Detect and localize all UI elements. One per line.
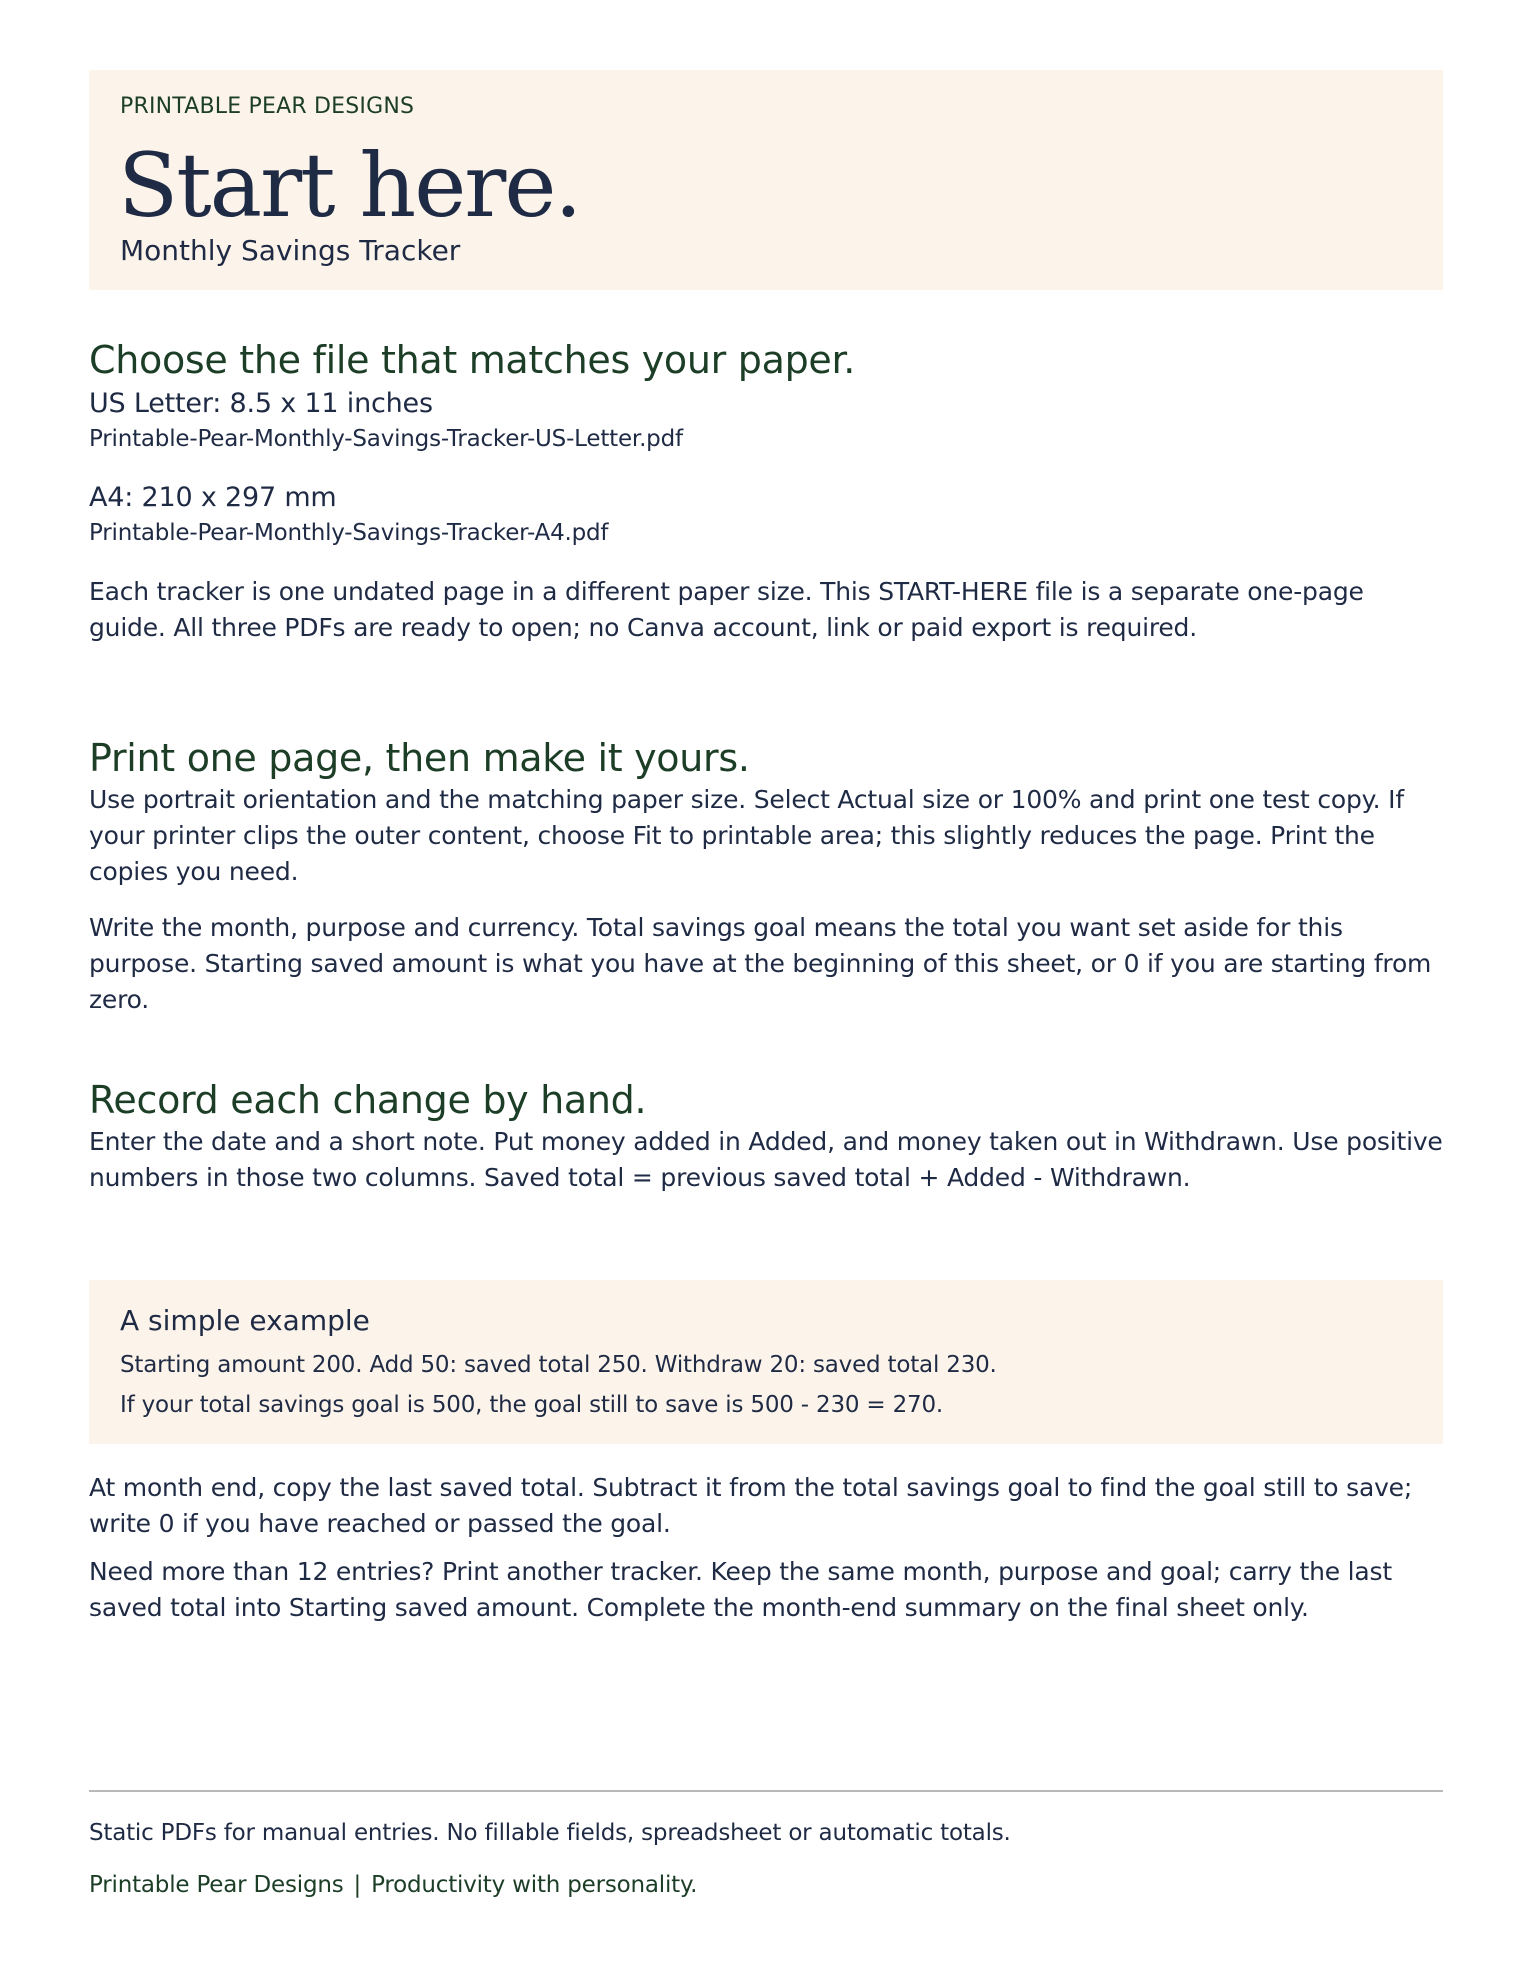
- example-line: If your total savings goal is 500, the goal still to save is 500 - 230 = 270.: [120, 1392, 944, 1418]
- month-end-instructions: At month end, copy the last saved total. Subtract it from the total savings goal to find the goal still to save; write 0 if you have reached or passed the goal.: [89, 1473, 1413, 1538]
- header-panel: [89, 70, 1443, 290]
- files-description: Each tracker is one undated page in a different paper size. This START-HERE file is a separate one-page guide. All three PDFs are ready to open; no Canva account, link or paid export is required.: [89, 577, 1364, 642]
- footer-brand-name: Printable Pear Designs: [89, 1872, 344, 1898]
- section-heading-choose-file: Choose the file that matches your paper.: [89, 338, 856, 382]
- us-letter-filename: Printable-Pear-Monthly-Savings-Tracker-US-Letter.pdf: [89, 426, 683, 452]
- record-instructions: Enter the date and a short note. Put money added in Added, and money taken out in Withdrawn. Use positive numbers in those two columns. Saved total = previous saved total + Added - Withdrawn.: [89, 1127, 1443, 1192]
- example-title: A simple example: [120, 1304, 370, 1337]
- page-title: Start here.: [118, 134, 581, 237]
- a4-size-label: A4: 210 x 297 mm: [89, 482, 337, 513]
- brand-label: PRINTABLE PEAR DESIGNS: [120, 94, 415, 119]
- example-panel: [89, 1280, 1443, 1444]
- a4-filename: Printable-Pear-Monthly-Savings-Tracker-A4.pdf: [89, 520, 609, 546]
- footer-brand-line: [89, 1872, 697, 1898]
- guide-page: [89, 70, 1443, 1898]
- more-entries-instructions: Need more than 12 entries? Print another tracker. Keep the same month, purpose and goal; carry the last saved total into Starting saved amount. Complete the month-end summary on the final sheet only.: [89, 1557, 1392, 1622]
- section-heading-record: Record each change by hand.: [89, 1078, 647, 1122]
- page-subtitle: Monthly Savings Tracker: [120, 234, 461, 267]
- footer-tagline: Productivity with personality.: [371, 1872, 698, 1898]
- footer-divider: [89, 1790, 1443, 1792]
- print-instructions: Use portrait orientation and the matching paper size. Select Actual size or 100% and print one test copy. If your printer clips the outer content, choose Fit to printable area; this slightly reduces the page. Print the copies you need.: [89, 785, 1404, 886]
- us-letter-size-label: US Letter: 8.5 x 11 inches: [89, 388, 433, 419]
- section-heading-print: Print one page, then make it yours.: [89, 736, 750, 780]
- fill-in-instructions: Write the month, purpose and currency. Total savings goal means the total you want set aside for this purpose. Starting saved amount is what you have at the beginning of this sheet, or 0 if you are starting from zero.: [89, 913, 1432, 1014]
- example-line: Starting amount 200. Add 50: saved total 250. Withdraw 20: saved total 230.: [120, 1352, 997, 1378]
- footer-note: Static PDFs for manual entries. No fillable fields, spreadsheet or automatic totals.: [89, 1820, 1011, 1846]
- footer-separator: |: [353, 1872, 362, 1898]
